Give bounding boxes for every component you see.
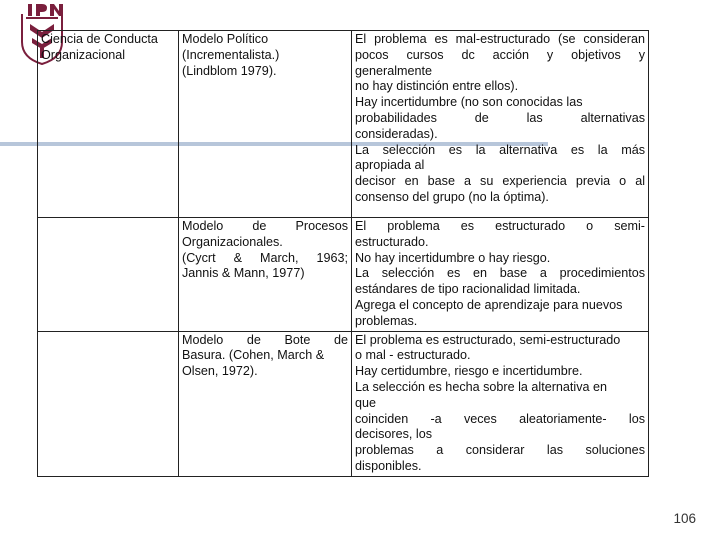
cell-line: Agrega el concepto de aprendizaje para nuevos [355, 297, 623, 312]
cell-line: generalmente [355, 63, 433, 78]
cell-line: Jannis & Mann, 1977) [182, 266, 305, 281]
cell-line: Modelo Político [182, 32, 269, 46]
cell-line: Hay certidumbre, riesgo e incertidumbre. [355, 364, 583, 379]
approach-cell [38, 31, 179, 218]
table-row [38, 31, 649, 218]
cell-line: El problema es mal-estructurado (se consideran [355, 32, 645, 46]
cell-line: La selección es en base a procedimientos [355, 266, 645, 281]
table-row [38, 331, 649, 476]
cell-line: apropiada al [355, 158, 425, 173]
cell-line: Olsen, 1972). [182, 364, 258, 379]
cell-line: que [355, 395, 377, 410]
cell-line: disponibles. [355, 458, 422, 473]
cell-line: La selección es la alternativa es la más [355, 142, 645, 157]
cell-line: consenso del grupo (no la óptima). [355, 189, 549, 204]
model-cell [179, 31, 352, 218]
cell-line: estructurado. [355, 234, 429, 249]
approach-cell [38, 218, 179, 332]
table-row [38, 218, 649, 332]
cell-line: pocos cursos dc acción y objetivos y [355, 47, 645, 62]
cell-line: decisores, los [355, 427, 432, 442]
approach-cell [38, 331, 179, 476]
cell-line: o mal - estructurado. [355, 348, 471, 363]
cell-line: decisor en base a su experiencia previa o al [355, 174, 645, 189]
description-cell [352, 331, 649, 476]
cell-line: no hay distinción entre ellos). [355, 79, 519, 94]
model-cell [179, 218, 352, 332]
cell-line: estándares de tipo racionalidad limitada. [355, 282, 581, 297]
cell-line: probabilidades de las alternativas [355, 110, 645, 125]
description-cell [352, 31, 649, 218]
cell-line: Organizacional [41, 47, 126, 62]
cell-line: coinciden -a veces aleatoriamente- los [355, 411, 645, 426]
cell-line: El problema es estructurado o semi- [355, 219, 645, 233]
cell-line: Modelo de Procesos [182, 219, 348, 233]
cell-line: Organizacionales. [182, 234, 283, 249]
cell-line: problemas a considerar las soluciones [355, 443, 645, 458]
page-number: 106 [673, 511, 696, 526]
cell-line: (Cycrt & March, 1963; [182, 250, 348, 265]
cell-line: Hay incertidumbre (no son conocidas las [355, 95, 583, 110]
cell-line: Ciencia de Conducta [41, 32, 158, 46]
cell-line: El problema es estructurado, semi-estructurado [355, 332, 621, 347]
cell-line: (Lindblom 1979). [182, 63, 277, 78]
model-cell [179, 331, 352, 476]
cell-line: (Incrementalista.) [182, 47, 280, 62]
cell-line: consideradas). [355, 126, 438, 141]
description-cell [352, 218, 649, 332]
cell-line: No hay incertidumbre o hay riesgo. [355, 250, 551, 265]
models-table [37, 30, 649, 477]
cell-line: problemas. [355, 313, 418, 328]
cell-line: Modelo de Bote de [182, 332, 348, 347]
cell-line: Basura. (Cohen, March & [182, 348, 325, 363]
cell-line: La selección es hecha sobre la alternativa en [355, 379, 608, 394]
